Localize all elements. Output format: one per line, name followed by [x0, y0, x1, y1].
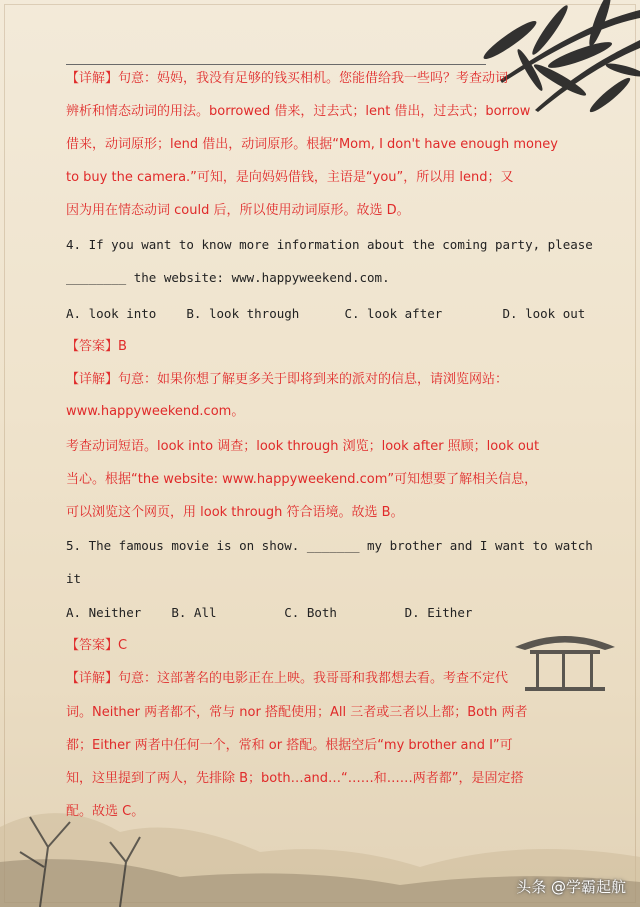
q4-explanation-line-4: 当心。根据“the website: www.happyweekend.com”可知想要了解相关信息，: [66, 472, 538, 487]
pavilion-decoration: [510, 625, 620, 705]
question-4-line-1: 4. If you want to know more information about the coming party, please: [66, 237, 593, 252]
question-5-line-1: 5. The famous movie is on show. _______ my brother and I want to watch: [66, 538, 593, 553]
q5-explanation-line-4: 知，这里提到了两人，先排除 B；both…and…“……和……两者都”，是固定搭: [66, 771, 524, 786]
q3-explanation-line-5: 因为用在情态动词 could 后，所以使用动词原形。故选 D。: [66, 203, 410, 218]
q4-explanation-line-2: www.happyweekend.com。: [66, 404, 245, 419]
q3-explanation-line-3: 借来，动词原形；lend 借出，动词原形。根据“Mom, I don't have enough money: [66, 137, 558, 152]
q3-explanation-line-4: to buy the camera.”可知，是向妈妈借钱，主语是“you”，所以用 lend；又: [66, 170, 514, 185]
question-5-options: A. Neither B. All C. Both D. Either: [66, 605, 473, 620]
q4-explanation-line-3: 考查动词短语。look into 调查；look through 浏览；look after 照顾；look out: [66, 439, 540, 454]
q3-explanation-line-2: 辨析和情态动词的用法。borrowed 借来，过去式；lent 借出，过去式；borrow: [66, 104, 531, 119]
question-4-line-2: ________ the website: www.happyweekend.com.: [66, 270, 390, 285]
watermark: 头条 @学霸起航: [516, 878, 626, 896]
header-rule: [66, 64, 486, 65]
q3-explanation-line-1: 【详解】句意：妈妈，我没有足够的钱买相机。您能借给我一些吗？考查动词: [66, 71, 509, 86]
question-5-line-2: it: [66, 571, 82, 586]
q5-explanation-line-1: 【详解】句意：这部著名的电影正在上映。我哥哥和我都想去看。考查不定代: [66, 671, 509, 686]
question-4-answer: 【答案】B: [66, 339, 127, 354]
q5-explanation-line-2: 词。Neither 两者都不，常与 nor 搭配使用；All 三者或三者以上都；Both 两者: [66, 705, 528, 720]
q4-explanation-line-5: 可以浏览这个网页，用 look through 符合语境。故选 B。: [66, 505, 404, 520]
q5-explanation-line-3: 都；Either 两者中任何一个，常和 or 搭配。根据空后“my brother and I”可: [66, 738, 513, 753]
q4-explanation-line-1: 【详解】句意：如果你想了解更多关于即将到来的派对的信息，请浏览网站：: [66, 372, 509, 387]
question-5-answer: 【答案】C: [66, 638, 128, 653]
q5-explanation-line-5: 配。故选 C。: [66, 804, 145, 819]
question-4-options: A. look into B. look through C. look after D. look out: [66, 306, 586, 321]
